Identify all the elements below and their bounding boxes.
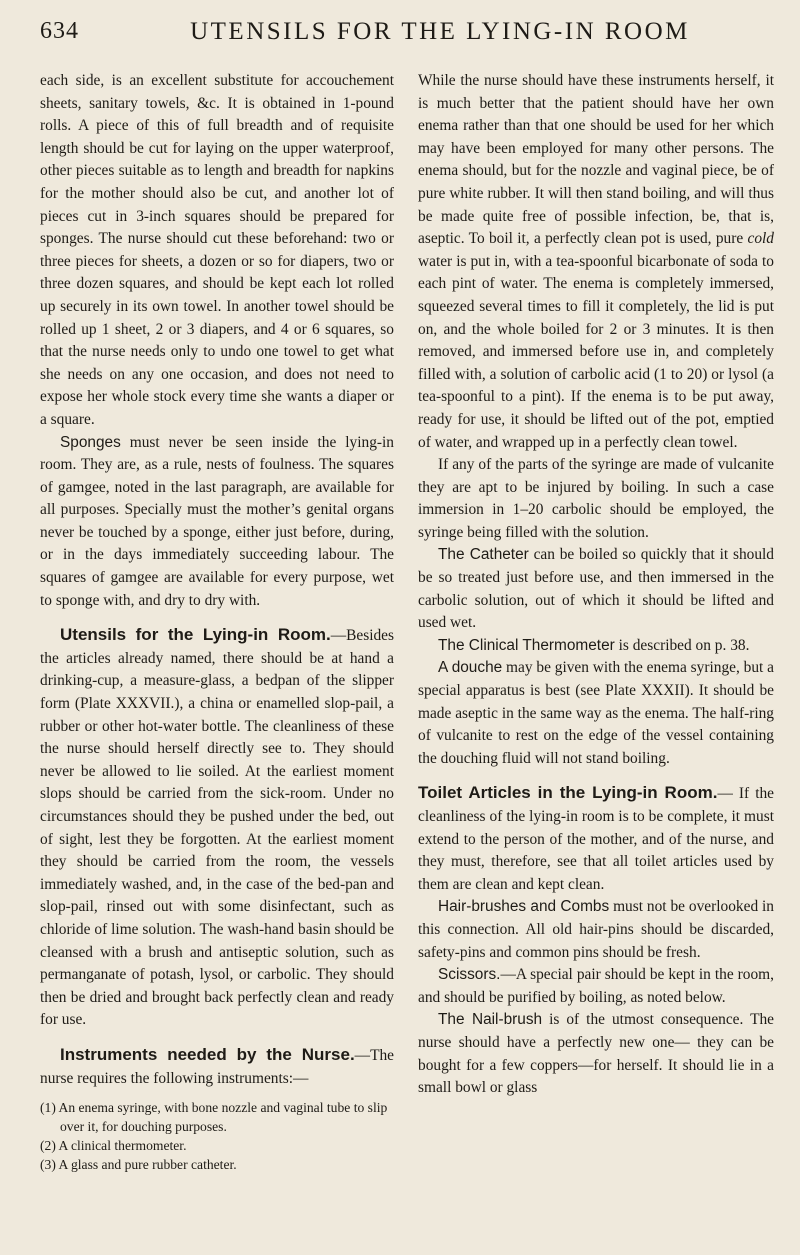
toilet-text: — If the cleanliness of the lying-in room is to be complete, it must extend to the person of the mother, and of the nurse, and they must, therefore, see that all toilet articles used by them are clean and kept clean. bbox=[418, 785, 774, 893]
nail-brush-lead: The Nail-brush bbox=[438, 1011, 543, 1029]
list-item: (1) An enema syringe, with bone nozzle and vaginal tube to slip over it, for douching purposes. bbox=[40, 1100, 388, 1135]
nail-brush-text: is of the utmost consequence. The nurse should have a perfectly new one— they can be bought for a few coppers—for herself. It should lie in a small bowl or glass bbox=[418, 1011, 774, 1097]
running-title: UTENSILS FOR THE LYING-IN ROOM bbox=[190, 18, 690, 45]
cold-italic: cold bbox=[747, 230, 774, 248]
enema-text-tail: water is put in, with a tea-spoonful bicarbonate of soda to each pint of water. The enema is completely immersed, squeezed several times to fill it completely, the lid is put on, and the whole boiled for 2 or 3 minutes. It is then removed, and immersed before use in, and completely filled with, a solution of carbolic acid (1 to 20) or lysol (a tea-spoonful to a pint). If the enema is to be put away, ready for use, it should be lifted out of the pot, emptied of water, and wrapped up in a perfectly clean towel. bbox=[418, 252, 774, 451]
hair-brushes-lead: Hair-brushes and Combs bbox=[438, 898, 610, 916]
page-number: 634 bbox=[40, 18, 79, 44]
paragraph-hair-brushes bbox=[418, 896, 774, 964]
list-item: (2) A clinical thermometer. bbox=[40, 1138, 187, 1154]
paragraph-nail-brush bbox=[418, 1009, 774, 1099]
utensils-heading: Utensils for the Lying-in Room. bbox=[60, 625, 331, 645]
paragraph-sponges bbox=[40, 432, 394, 613]
toilet-heading: Toilet Articles in the Lying-in Room. bbox=[418, 783, 718, 803]
right-column bbox=[418, 70, 774, 1240]
douche-text: may be given with the enema syringe, but a special apparatus is best (see Plate XXXII). It should be made aseptic in the same way as the enema. The half-ring of vulcanite to rest on the edge of the vessel containing the douching fluid will not stand boiling. bbox=[418, 659, 774, 767]
paragraph-vulcanite: If any of the parts of the syringe are made of vulcanite they are apt to be injured by boiling. In such a case immersion in 1–20 carbolic should be employed, the syringe being filled with the solution. bbox=[418, 456, 774, 541]
paragraph-scissors bbox=[418, 964, 774, 1009]
paragraph-utensils bbox=[40, 624, 394, 1032]
sponges-lead: Sponges bbox=[60, 433, 121, 451]
left-column bbox=[40, 70, 394, 1240]
instruments-text: —The nurse requires the following instruments:— bbox=[40, 1046, 394, 1087]
instruments-heading: Instruments needed by the Nurse. bbox=[60, 1044, 355, 1064]
page-header bbox=[40, 18, 780, 58]
paragraph-toilet bbox=[418, 782, 774, 896]
enema-text: While the nurse should have these instruments herself, it is much better that the patient should have her own enema rather than that one should be used for her which may have been employed for many other persons. The enema should, but for the nozzle and vaginal piece, be of pure white rubber. It will then stand boiling, and will thus be made quite free of possible infection, be, that is, aseptic. To boil it, a perfectly clean pot is used, pure bbox=[418, 72, 774, 248]
paragraph-enema bbox=[418, 70, 774, 454]
paragraph-gamgee: each side, is an excellent substitute for accouchement sheets, sanitary towels, &c. It is obtained in 1-pound rolls. A piece of this of full breadth and of requisite length should be cut for laying on the upper waterproof, other pieces suitable as to length and breadth for napkins for the mother should also be cut, and another lot of pieces cut in 3-inch squares should be prepared for sponges. The nurse should cut these beforehand: two or three pieces for sheets, a dozen or so for diapers, two or three dozen squares, and should be kept each lot rolled up securely in its own towel. In another towel should be rolled up 1 sheet, 2 or 3 diapers, and 4 or 6 squares, so that the nurse needs only to undo one towel to get what she needs on any one occasion, and does not need to expose her whole stock every time she wants a diaper or a square. bbox=[40, 72, 394, 428]
scissors-lead: Scissors. bbox=[438, 966, 501, 984]
list-item: (3) A glass and pure rubber catheter. bbox=[40, 1157, 237, 1173]
utensils-text: —Besides the articles already named, there should be at hand a drinking-cup, a measure-glass, a bedpan of the slipper form (Plate XXXVII.), a china or enamelled slop-pail, a rubber or other hot-water bottle. The cleanliness of these the nurse should herself directly see to. They should never be allowed to lie soiled. At the earliest moment slops should be carried from the sick-room. Under no circumstances should they be pushed under the bed, out of sight, lest they be forgotten. At the earliest moment they should be carried from the room, the vessels immediately washed, and, in the case of the bed-pan and slop-pail, rinsed out with some disinfectant, such as chloride of lime solution. The wash-hand basin should be cleansed with a brush and antiseptic solution, such as permanganate of potash, lysol, or carbolic. They should then be dried and brought back perfectly clean and ready for use. bbox=[40, 627, 394, 1029]
sponges-text: must never be seen inside the lying-in room. They are, as a rule, nests of foulness. The squares of gamgee, noted in the last paragraph, are available for all purposes. Specially must the mother’s genital organs never be touched by a sponge, either just before, during, or in the days immediately succeeding labour. The squares of gamgee are available for every purpose, wet to sponge with, and dry to dry with. bbox=[40, 433, 394, 609]
instruments-list bbox=[40, 1098, 394, 1174]
hair-brushes-text: must not be overlooked in this connection. All old hair-pins should be discarded, safety-pins and common pins should be fresh. bbox=[418, 898, 774, 961]
catheter-text: can be boiled so quickly that it should be so treated just before use, and then immersed in the carbolic solution, out of which it should be lifted and used wet. bbox=[418, 546, 774, 632]
paragraph-catheter bbox=[418, 544, 774, 634]
paragraph-instruments bbox=[40, 1044, 394, 1090]
scissors-text: —A special pair should be kept in the room, and should be purified by boiling, as noted below. bbox=[418, 966, 774, 1006]
catheter-lead: The Catheter bbox=[438, 546, 529, 564]
paragraph-thermometer bbox=[418, 635, 774, 658]
paragraph-douche bbox=[418, 657, 774, 770]
douche-lead: A douche bbox=[438, 659, 503, 677]
thermometer-lead: The Clinical Thermometer bbox=[438, 636, 615, 654]
thermometer-text: is described on p. 38. bbox=[614, 636, 750, 654]
